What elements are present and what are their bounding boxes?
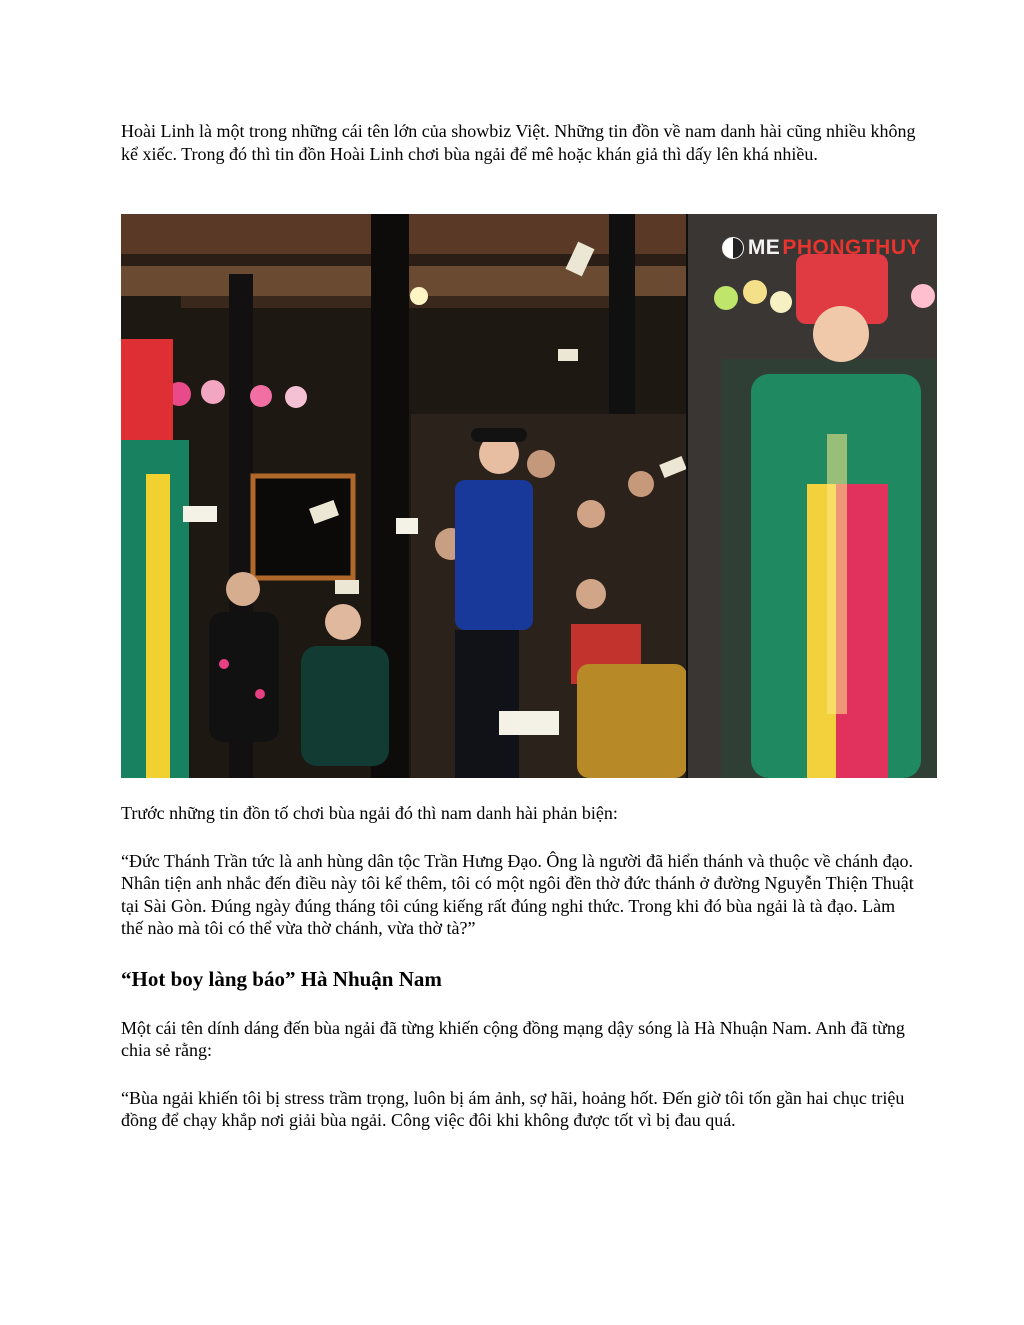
section-heading: “Hot boy làng báo” Hà Nhuận Nam — [121, 966, 442, 991]
ceremony-photo-illustration — [121, 214, 937, 778]
watermark-prefix: ME — [747, 236, 781, 259]
intro-paragraph: Hoài Linh là một trong những cái tên lớn của showbiz Việt. Những tin đồn về nam danh hài cũng nhiều không kể xiếc. Trong đó thì tin đồn Hoài Linh chơi bùa ngải để mê hoặc khán giả thì dấy lên khá nhiều. — [121, 121, 916, 164]
article-photo — [121, 214, 937, 778]
article-body — [121, 120, 921, 165]
watermark-accent: PHONGTHUY — [782, 236, 921, 259]
section-paragraph: Một cái tên dính dáng đến bùa ngải đã từng khiến cộng đồng mạng dậy sóng là Hà Nhuận Nam. Anh đã từng chia sẻ rằng: — [121, 1017, 905, 1060]
section-quote: “Bùa ngải khiến tôi bị stress trầm trọng, luôn bị ám ảnh, sợ hãi, hoảng hốt. Đến giờ tôi tốn gần hai chục triệu đồng để chạy khắp nơi giải bùa ngải. Công việc đôi khi không được tốt vì bị đau quá. — [121, 1087, 905, 1130]
rebuttal-intro: Trước những tin đồn tố chơi bùa ngải đó thì nam danh hài phản biện: — [121, 803, 618, 823]
rebuttal-quote: “Đức Thánh Trần tức là anh hùng dân tộc Trần Hưng Đạo. Ông là người đã hiển thánh và thuộc về chánh đạo. Nhân tiện anh nhắc đến điều này tôi kể thêm, tôi có một ngôi đền thờ đức thánh ở đường Nguyễn Thiện Thuật tại Sài Gòn. Đúng ngày đúng tháng tôi cúng kiếng rất đúng nghi thức. Trong khi đó bùa ngải là tà đạo. Làm thế nào mà tôi có thể vừa thờ chánh, vừa thờ tà?” — [121, 850, 914, 938]
site-watermark — [722, 236, 921, 260]
yin-yang-icon — [722, 237, 744, 259]
article-continuation — [121, 802, 921, 1132]
